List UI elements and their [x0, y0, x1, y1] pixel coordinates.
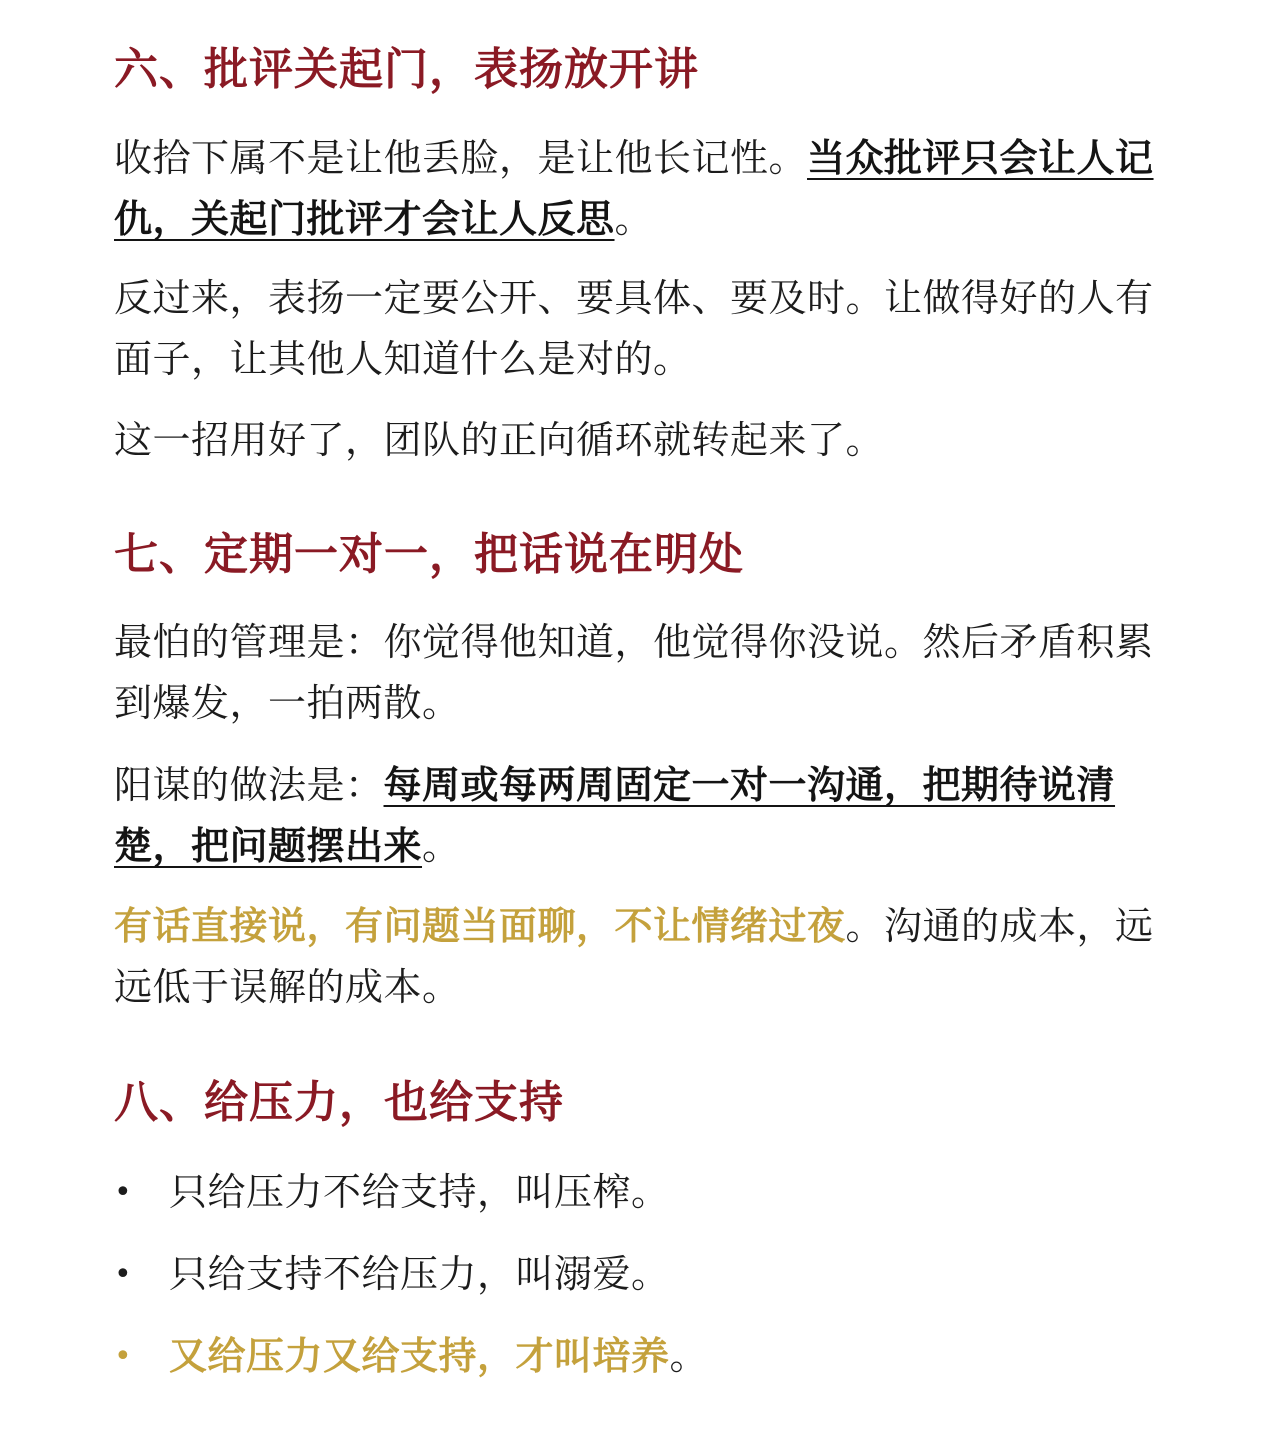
section-6-p1-end: 。 — [614, 197, 654, 241]
bullet-text: 只给支持不给压力，叫溺爱。 — [169, 1252, 670, 1296]
bullet-text — [169, 1326, 708, 1387]
section-8-bullet-list — [114, 1162, 1184, 1408]
list-item — [114, 1162, 1184, 1244]
list-item — [114, 1244, 1184, 1326]
section-6-paragraph-1 — [114, 128, 1184, 250]
bullet-icon: • — [114, 1257, 133, 1292]
section-7-paragraph-2 — [114, 755, 1184, 877]
section-7-paragraph-3 — [114, 896, 1184, 1018]
section-7-p3-rest: 。沟通的成本，远远低于误解的成本。 — [114, 904, 1154, 1009]
section-6-p1-emphasis: 当众批评只会让人记仇，关起门批评才会让人反思 — [114, 136, 1154, 241]
bullet-icon: • — [114, 1175, 133, 1210]
bullet-end: 。 — [669, 1334, 709, 1378]
section-7-p2-text: 阳谋的做法是： — [114, 763, 384, 807]
section-6-heading: 六、批评关起门，表扬放开讲 — [114, 44, 699, 95]
section-6-paragraph-2: 反过来，表扬一定要公开、要具体、要及时。让做得好的人有面子，让其他人知道什么是对的。 — [114, 276, 1154, 381]
section-7-p2-end: 。 — [422, 824, 461, 868]
section-7-paragraph-1: 最怕的管理是：你觉得他知道，他觉得你没说。然后矛盾积累到爆发，一拍两散。 — [114, 620, 1154, 725]
section-6-paragraph-3: 这一招用好了，团队的正向循环就转起来了。 — [114, 418, 885, 462]
section-7-p3-highlight: 有话直接说，有问题当面聊，不让情绪过夜 — [114, 904, 846, 948]
bullet-icon: • — [114, 1339, 133, 1374]
section-6-p1-text: 收拾下属不是让他丢脸，是让他长记性。 — [114, 136, 808, 180]
bullet-highlight: 又给压力又给支持，才叫培养 — [169, 1334, 670, 1378]
section-8-heading: 八、给压力，也给支持 — [114, 1077, 564, 1128]
bullet-text: 只给压力不给支持，叫压榨。 — [169, 1170, 670, 1214]
list-item — [114, 1326, 1184, 1408]
section-7-p2-emphasis: 每周或每两周固定一对一沟通，把期待说清楚，把问题摆出来 — [114, 763, 1116, 868]
section-7-heading: 七、定期一对一，把话说在明处 — [114, 529, 744, 580]
